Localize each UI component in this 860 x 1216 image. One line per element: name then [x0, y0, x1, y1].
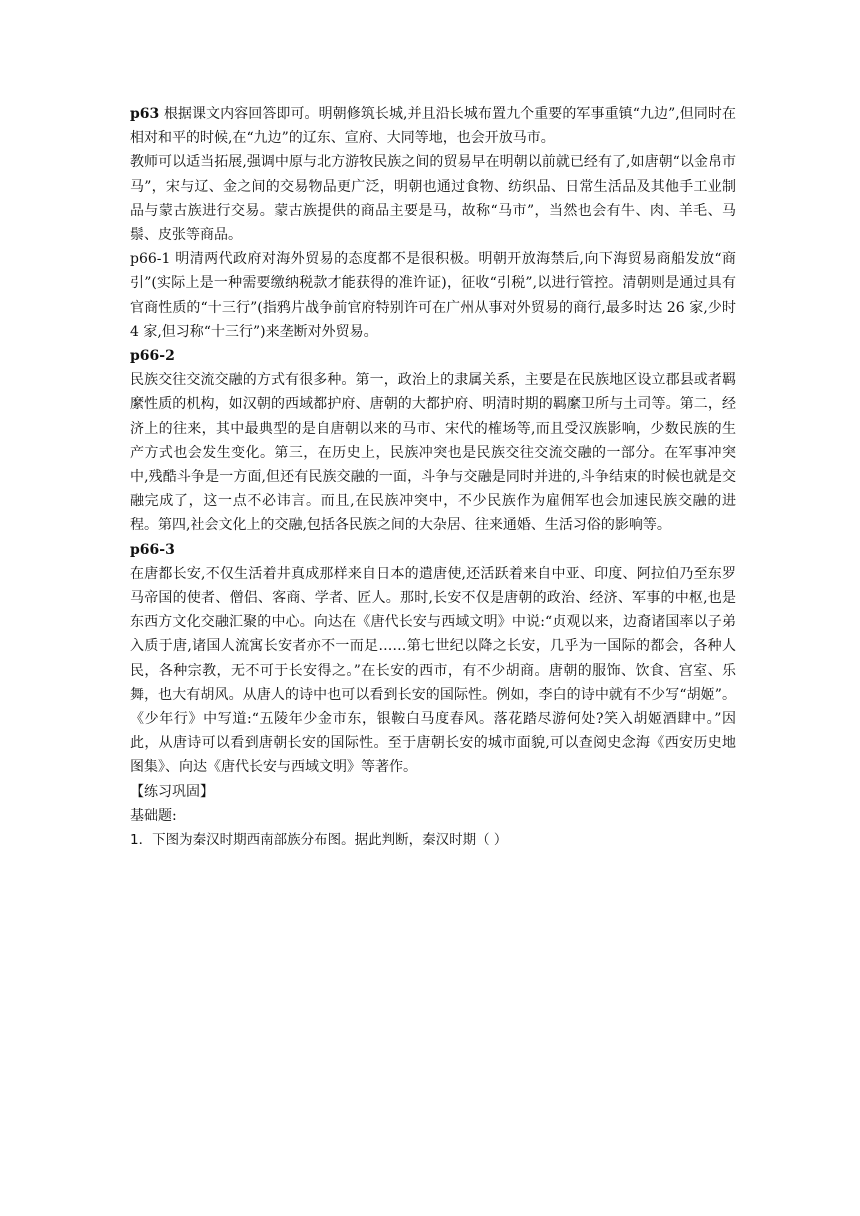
paragraph-p63-text: 根据课文内容回答即可。明朝修筑长城,并且沿长城布置九个重要的军事重镇“九边”,但同时在相对和平的时候,在“九边”的辽东、宣府、大同等地，也会开放马市。 [130, 106, 736, 147]
section-label-p63: p63 [130, 106, 160, 122]
heading-p66-2: p66-2 [130, 348, 175, 365]
paragraph-p66-1: p66-1 明清两代政府对海外贸易的态度都不是很积极。明朝开放海禁后,向下海贸易商船发放“商引”(实际上是一种需要缴纳税款才能获得的准许证)，征收“引税”,以进行管控。清朝则是通过具有官商性质的“十三行”(指鸦片战争前官府特别许可在广州从事对外贸易的商行,最多时达 26 家,少时 4 家,但习称“十三行”)来垄断对外贸易。 [130, 251, 736, 340]
practice-title: 【练习巩固】 [130, 783, 214, 800]
document-page [130, 102, 736, 852]
paragraph-p66-3: 在唐都长安,不仅生活着井真成那样来自日本的遣唐使,还活跃着来自中亚、印度、阿拉伯乃至东罗马帝国的使者、僧侣、客商、学者、匠人。那时,长安不仅是唐朝的政治、经济、军事的中枢,也是东西方文化交融汇聚的中心。向达在《唐代长安与西域文明》中说:“贞观以来，边裔诸国率以子弟入质于唐,诸国人流寓长安者亦不一而足……第七世纪以降之长安，几乎为一国际的都会，各种人民，各种宗教，无不可于长安得之。”在长安的西市，有不少胡商。唐朝的服饰、饮食、宫室、乐舞，也大有胡风。从唐人的诗中也可以看到长安的国际性。例如，李白的诗中就有不少写“胡姬”。《少年行》中写道:“五陵年少金市东，银鞍白马度春风。落花踏尽游何处?笑入胡姬酒肆中。”因此，从唐诗可以看到唐朝长安的国际性。至于唐朝长安的城市面貌,可以查阅史念海《西安历史地图集》、向达《唐代长安与西域文明》等著作。 [130, 565, 736, 776]
basic-questions-label: 基础题: [130, 807, 177, 824]
paragraph-p63-extension: 教师可以适当拓展,强调中原与北方游牧民族之间的贸易早在明朝以前就已经有了,如唐朝“以金帛市马”，宋与辽、金之间的交易物品更广泛，明朝也通过食物、纺织品、日常生活品及其他手工业制品与蒙古族进行交易。蒙古族提供的商品主要是马，故称“马市”，当然也会有牛、肉、羊毛、马鬃、皮张等商品。 [130, 154, 736, 244]
question-1: 1．下图为秦汉时期西南部族分布图。据此判断，秦汉时期（ ） [130, 832, 508, 849]
heading-p66-3: p66-3 [130, 541, 175, 558]
paragraph-p63 [130, 102, 736, 150]
paragraph-p66-2: 民族交往交流交融的方式有很多种。第一，政治上的隶属关系，主要是在民族地区设立郡县或者羁縻性质的机构，如汉朝的西域都护府、唐朝的大都护府、明清时期的羁縻卫所与土司等。第二，经济上的往来，其中最典型的是自唐朝以来的马市、宋代的榷场等,而且受汉族影响，少数民族的生产方式也会发生变化。第三，在历史上，民族冲突也是民族交往交流交融的一部分。在军事冲突中,残酷斗争是一方面,但还有民族交融的一面，斗争与交融是同时并进的,斗争结束的时候也就是交融完成了，这一点不必讳言。而且,在民族冲突中，不少民族作为雇佣军也会加速民族交融的进程。第四,社会文化上的交融,包括各民族之间的大杂居、往来通婚、生活习俗的影响等。 [130, 372, 736, 534]
